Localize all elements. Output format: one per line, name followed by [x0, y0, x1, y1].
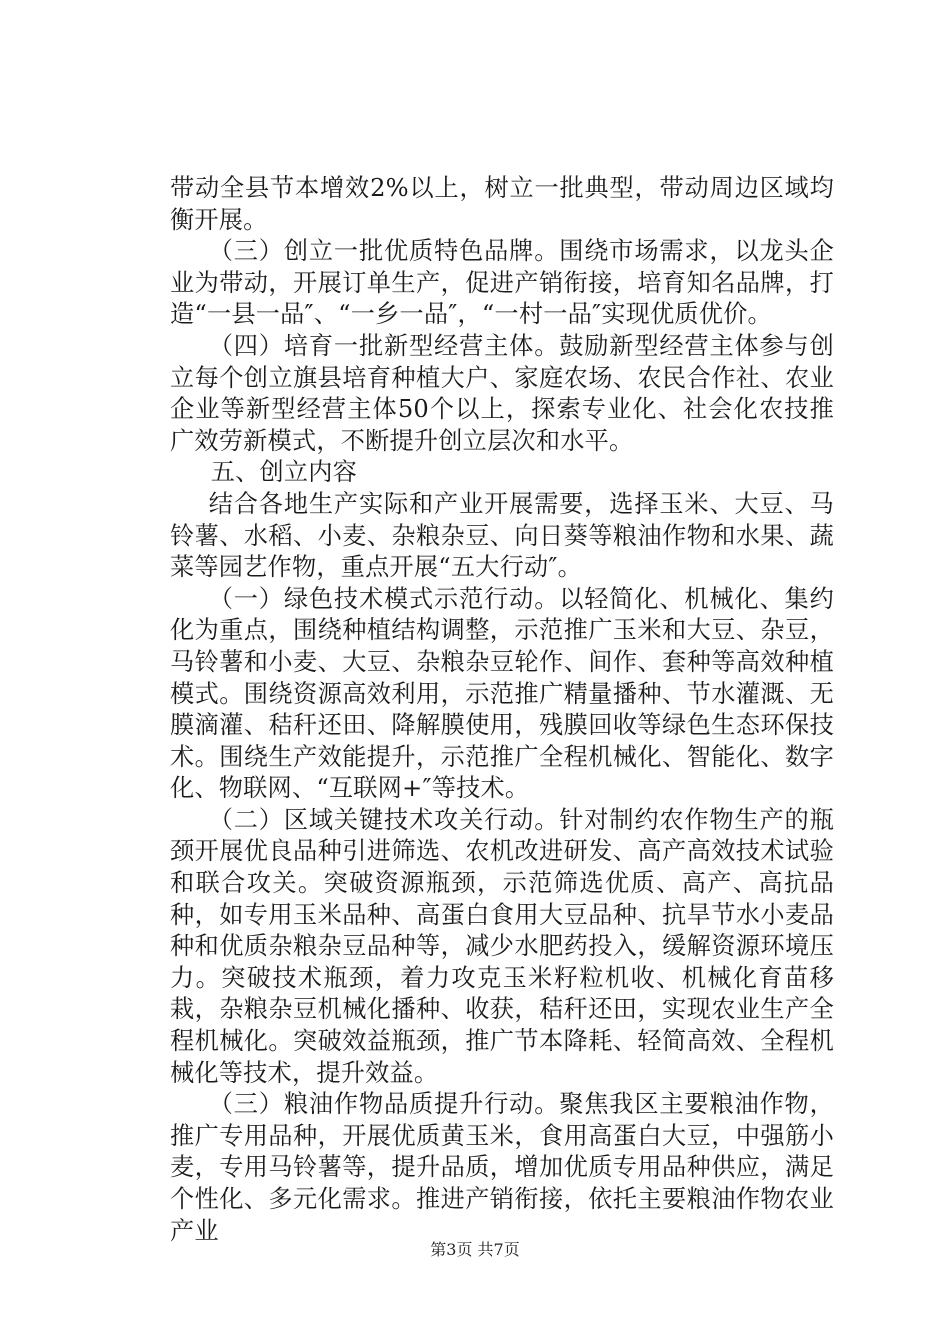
paragraph-quality-improvement: （三）粮油作物品质提升行动。聚焦我区主要粮油作物，推广专用品种，开展优质黄玉米，食用高蛋白大豆，中强筋小麦，专用马铃薯等，提升品质，增加优质专用品种供应，满足个性化、多元化需求。推进产销衔接，依托主要粮油作物农业产业: [170, 1090, 834, 1245]
paragraph-green-technology-demo: （一）绿色技术模式示范行动。以轻简化、机械化、集约化为重点，围绕种植结构调整，示范推广玉米和大豆、杂豆，马铃薯和小麦、大豆、杂粮杂豆轮作、间作、套种等高效种植模式。围绕资源高效利用，示范推广精量播种、节水灌溉、无膜滴灌、秸秆还田、降解膜使用，残膜回收等绿色生态环保技术。围绕生产效能提升，示范推广全程机械化、智能化、数字化、物联网、“互联网+″等技术。: [170, 584, 834, 803]
paragraph-content-overview: 结合各地生产实际和产业开展需要，选择玉米、大豆、马铃薯、水稻、小麦、杂粮杂豆、向日葵等粮油作物和水果、蔬菜等园艺作物，重点开展“五大行动″。: [170, 489, 834, 582]
section-heading-content: 五、创立内容: [210, 458, 358, 487]
document-body: [170, 173, 834, 1247]
paragraph-create-quality-brands: （三）创立一批优质特色品牌。围绕市场需求，以龙头企业为带动，开展订单生产，促进产销衔接，培育知名品牌，打造“一县一品″、“一乡一品″，“一村一品″实现优质优价。: [170, 237, 834, 329]
paragraph-cultivate-new-operators: （四）培育一批新型经营主体。鼓励新型经营主体参与创立每个创立旗县培育种植大户、家庭农场、农民合作社、农业企业等新型经营主体50个以上，探索专业化、社会化农技推广效劳新模式，不断提升创立层次和水平。: [170, 331, 834, 455]
paragraph-continuation: 带动全县节本增效2%以上，树立一批典型，带动周边区域均衡开展。: [170, 174, 834, 234]
page-number-footer: 第3页 共7页: [430, 1240, 520, 1259]
paragraph-key-technology-research: （二）区域关键技术攻关行动。针对制约农作物生产的瓶颈开展优良品种引进筛选、农机改进研发、高产高效技术试验和联合攻关。突破资源瓶颈，示范筛选优质、高产、高抗品种，如专用玉米品种、高蛋白食用大豆品种、抗旱节水小麦品种和优质杂粮杂豆品种等，减少水肥药投入，缓解资源环境压力。突破技术瓶颈，着力攻克玉米籽粒机收、机械化育苗移栽，杂粮杂豆机械化播种、收获，秸秆还田，实现农业生产全程机械化。突破效益瓶颈，推广节本降耗、轻简高效、全程机械化等技术，提升效益。: [170, 805, 834, 1087]
